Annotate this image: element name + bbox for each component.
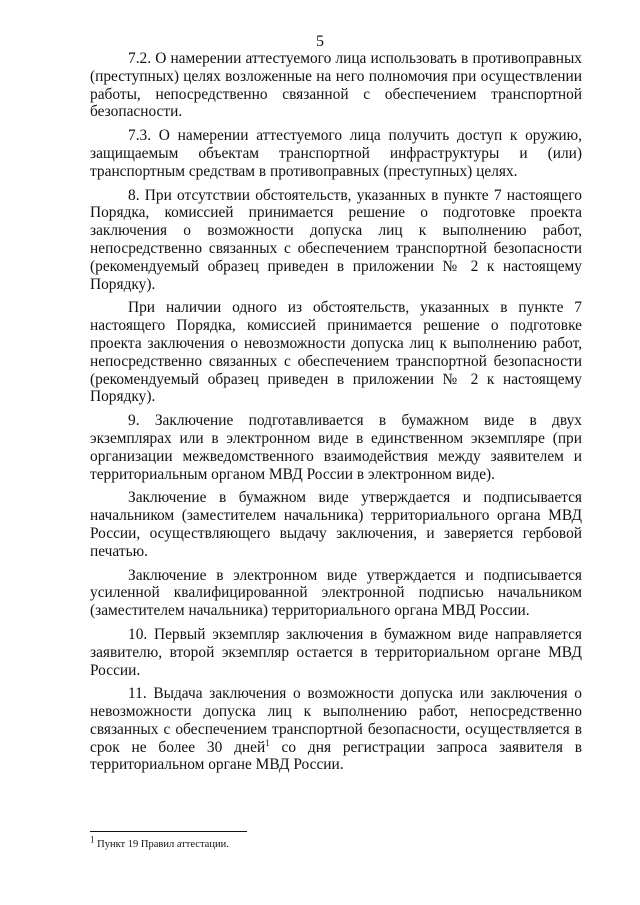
- paragraph-10: 10. Первый экземпляр заключения в бумажном виде направляется заявителю, второй экземпляр остается в территориальном органе МВД России.: [90, 625, 582, 679]
- paragraph-9: 9. Заключение подготавливается в бумажном виде в двух экземплярах или в электронном виде в единственном экземпляре (при организации межведомственного взаимодействия между заявителем и территориальным органом МВД России в электронном виде).: [90, 412, 582, 483]
- footnote-reference[interactable]: 1: [265, 737, 270, 748]
- paragraph-11: [90, 685, 582, 774]
- paragraph-7-2: 7.2. О намерении аттестуемого лица использовать в противоправных (преступных) целях возложенные на него полномочия при осуществлении работы, непосредственно связанной с обеспечением транспортной безопасности.: [90, 50, 582, 121]
- paragraph-11-text-end: со дня регистрации запроса заявителя в территориальном органе МВД России.: [90, 738, 582, 774]
- footnote-text: Пункт 19 Правил аттестации.: [94, 839, 229, 850]
- footnote-separator: [90, 831, 247, 832]
- document-body: [90, 50, 582, 780]
- paragraph-8: 8. При отсутствии обстоятельств, указанных в пункте 7 настоящего Порядка, комиссией принимается решение о подготовке проекта заключения о возможности допуска лиц к выполнению работ, непосредственно связанных с обеспечением транспортной безопасности (рекомендуемый образец приведен в приложении № 2 к настоящему Порядку).: [90, 186, 582, 293]
- paragraph-8-second: При наличии одного из обстоятельств, указанных в пункте 7 настоящего Порядка, комиссией принимается решение о подготовке проекта заключения о невозможности допуска лиц к выполнению работ, непосредственно связанных с обеспечением транспортной безопасности (рекомендуемый образец приведен в приложении № 2 к настоящему Порядку).: [90, 299, 582, 406]
- footnote-marker: 1: [90, 834, 95, 845]
- page-number: 5: [316, 33, 324, 50]
- paragraph-9-paper: Заключение в бумажном виде утверждается и подписывается начальником (заместителем начальника) территориального органа МВД России, осуществляющего выдачу заключения, и заверяется гербовой печатью.: [90, 489, 582, 560]
- paragraph-7-3: 7.3. О намерении аттестуемого лица получить доступ к оружию, защищаемым объектам транспортной инфраструктуры и (или) транспортным средствам в противоправных (преступных) целях.: [90, 127, 582, 180]
- paragraph-11-text: 11. Выдача заключения о возможности допуска или заключения о невозможности допуска лиц к выполнению работ, непосредственно связанных с обеспечением транспортной безопасности, осуществляется в срок не более 30 дней: [90, 685, 582, 756]
- footnote: [90, 834, 490, 851]
- paragraph-9-electronic: Заключение в электронном виде утверждается и подписывается усиленной квалифицированной электронной подписью начальником (заместителем начальника) территориального органа МВД России.: [90, 566, 582, 620]
